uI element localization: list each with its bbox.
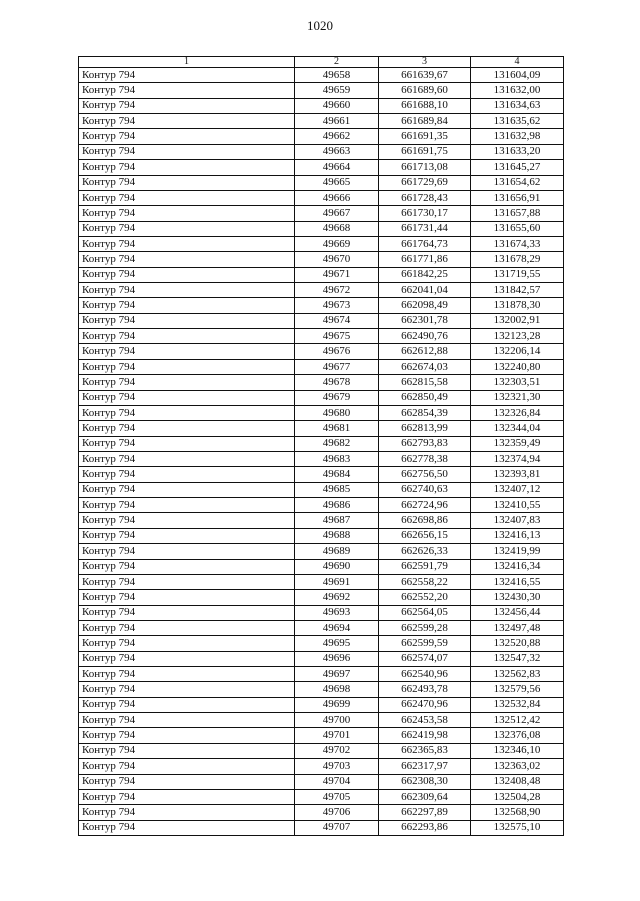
point-number-cell: 49685: [295, 482, 379, 497]
page-number: 1020: [307, 18, 333, 33]
point-number-cell: 49697: [295, 667, 379, 682]
contour-name-cell: Контур 794: [79, 375, 295, 390]
x-coordinate-cell: 662724,96: [379, 498, 471, 513]
table-row: [79, 298, 564, 313]
point-number-cell: 49665: [295, 175, 379, 190]
y-coordinate-cell: 132512,42: [471, 713, 564, 728]
point-number-cell: 49706: [295, 805, 379, 820]
point-number-cell: 49668: [295, 221, 379, 236]
point-number-cell: 49673: [295, 298, 379, 313]
contour-name-cell: Контур 794: [79, 313, 295, 328]
point-number-cell: 49675: [295, 329, 379, 344]
y-coordinate-cell: 132532,84: [471, 697, 564, 712]
x-coordinate-cell: 662564,05: [379, 605, 471, 620]
table-row: [79, 129, 564, 144]
y-coordinate-cell: 132430,30: [471, 590, 564, 605]
point-number-cell: 49694: [295, 620, 379, 635]
point-number-cell: 49666: [295, 190, 379, 205]
contour-name-cell: Контур 794: [79, 283, 295, 298]
y-coordinate-cell: 132547,32: [471, 651, 564, 666]
table-row: [79, 574, 564, 589]
contour-name-cell: Контур 794: [79, 513, 295, 528]
contour-name-cell: Контур 794: [79, 789, 295, 804]
y-coordinate-cell: 131657,88: [471, 206, 564, 221]
point-number-cell: 49682: [295, 436, 379, 451]
contour-name-cell: Контур 794: [79, 482, 295, 497]
y-coordinate-cell: 131656,91: [471, 190, 564, 205]
table-row: [79, 682, 564, 697]
contour-name-cell: Контур 794: [79, 436, 295, 451]
table-row: [79, 667, 564, 682]
x-coordinate-cell: 661689,84: [379, 114, 471, 129]
contour-name-cell: Контур 794: [79, 329, 295, 344]
contour-name-cell: Контур 794: [79, 728, 295, 743]
contour-name-cell: Контур 794: [79, 636, 295, 651]
point-number-cell: 49702: [295, 743, 379, 758]
point-number-cell: 49669: [295, 236, 379, 251]
contour-name-cell: Контур 794: [79, 405, 295, 420]
contour-name-cell: Контур 794: [79, 697, 295, 712]
y-coordinate-cell: 131634,63: [471, 98, 564, 113]
x-coordinate-cell: 662778,38: [379, 451, 471, 466]
point-number-cell: 49695: [295, 636, 379, 651]
table-row: [79, 774, 564, 789]
point-number-cell: 49699: [295, 697, 379, 712]
table-row: [79, 405, 564, 420]
y-coordinate-cell: 132240,80: [471, 359, 564, 374]
point-number-cell: 49664: [295, 160, 379, 175]
contour-name-cell: Контур 794: [79, 267, 295, 282]
y-coordinate-cell: 131633,20: [471, 144, 564, 159]
x-coordinate-cell: 662599,28: [379, 620, 471, 635]
table-row: [79, 83, 564, 98]
table-row: [79, 68, 564, 83]
contour-name-cell: Контур 794: [79, 805, 295, 820]
x-coordinate-cell: 662558,22: [379, 574, 471, 589]
point-number-cell: 49707: [295, 820, 379, 835]
y-coordinate-cell: 132359,49: [471, 436, 564, 451]
x-coordinate-cell: 662453,58: [379, 713, 471, 728]
contour-name-cell: Контур 794: [79, 359, 295, 374]
point-number-cell: 49701: [295, 728, 379, 743]
contour-name-cell: Контур 794: [79, 206, 295, 221]
x-coordinate-cell: 662612,88: [379, 344, 471, 359]
contour-name-cell: Контур 794: [79, 605, 295, 620]
contour-name-cell: Контур 794: [79, 713, 295, 728]
y-coordinate-cell: 131655,60: [471, 221, 564, 236]
table-row: [79, 805, 564, 820]
table-body: [79, 68, 564, 836]
point-number-cell: 49661: [295, 114, 379, 129]
y-coordinate-cell: 131678,29: [471, 252, 564, 267]
x-coordinate-cell: 661688,10: [379, 98, 471, 113]
point-number-cell: 49663: [295, 144, 379, 159]
table-row: [79, 605, 564, 620]
table-row: [79, 390, 564, 405]
contour-name-cell: Контур 794: [79, 98, 295, 113]
y-coordinate-cell: 132374,94: [471, 451, 564, 466]
point-number-cell: 49667: [295, 206, 379, 221]
table-row: [79, 482, 564, 497]
y-coordinate-cell: 132326,84: [471, 405, 564, 420]
x-coordinate-cell: 662552,20: [379, 590, 471, 605]
point-number-cell: 49672: [295, 283, 379, 298]
y-coordinate-cell: 132579,56: [471, 682, 564, 697]
y-coordinate-cell: 132123,28: [471, 329, 564, 344]
y-coordinate-cell: 132416,13: [471, 528, 564, 543]
table-row: [79, 313, 564, 328]
table-row: [79, 375, 564, 390]
x-coordinate-cell: 662850,49: [379, 390, 471, 405]
table-row: [79, 728, 564, 743]
contour-name-cell: Контур 794: [79, 774, 295, 789]
point-number-cell: 49687: [295, 513, 379, 528]
point-number-cell: 49700: [295, 713, 379, 728]
point-number-cell: 49676: [295, 344, 379, 359]
table-row: [79, 620, 564, 635]
y-coordinate-cell: 132206,14: [471, 344, 564, 359]
y-coordinate-cell: 132575,10: [471, 820, 564, 835]
x-coordinate-cell: 661842,25: [379, 267, 471, 282]
y-coordinate-cell: 132416,34: [471, 559, 564, 574]
point-number-cell: 49690: [295, 559, 379, 574]
contour-name-cell: Контур 794: [79, 390, 295, 405]
x-coordinate-cell: 662493,78: [379, 682, 471, 697]
y-coordinate-cell: 131719,55: [471, 267, 564, 282]
table-row: [79, 544, 564, 559]
y-coordinate-cell: 131674,33: [471, 236, 564, 251]
point-number-cell: 49678: [295, 375, 379, 390]
table-row: [79, 144, 564, 159]
table-row: [79, 436, 564, 451]
y-coordinate-cell: 132416,55: [471, 574, 564, 589]
y-coordinate-cell: 132410,55: [471, 498, 564, 513]
y-coordinate-cell: 132562,83: [471, 667, 564, 682]
table-row: [79, 697, 564, 712]
column-header-4: 4: [471, 57, 564, 68]
contour-name-cell: Контур 794: [79, 221, 295, 236]
point-number-cell: 49684: [295, 467, 379, 482]
point-number-cell: 49660: [295, 98, 379, 113]
point-number-cell: 49681: [295, 421, 379, 436]
table-row: [79, 636, 564, 651]
contour-name-cell: Контур 794: [79, 236, 295, 251]
x-coordinate-cell: 662793,83: [379, 436, 471, 451]
table-row: [79, 267, 564, 282]
y-coordinate-cell: 131632,00: [471, 83, 564, 98]
x-coordinate-cell: 661639,67: [379, 68, 471, 83]
x-coordinate-cell: 661713,08: [379, 160, 471, 175]
x-coordinate-cell: 662815,58: [379, 375, 471, 390]
y-coordinate-cell: 131878,30: [471, 298, 564, 313]
x-coordinate-cell: 662740,63: [379, 482, 471, 497]
table-row: [79, 160, 564, 175]
column-header-2: 2: [295, 57, 379, 68]
x-coordinate-cell: 661731,44: [379, 221, 471, 236]
column-header-1: 1: [79, 57, 295, 68]
table-row: [79, 283, 564, 298]
point-number-cell: 49671: [295, 267, 379, 282]
point-number-cell: 49703: [295, 759, 379, 774]
y-coordinate-cell: 132407,12: [471, 482, 564, 497]
point-number-cell: 49683: [295, 451, 379, 466]
point-number-cell: 49677: [295, 359, 379, 374]
table-row: [79, 221, 564, 236]
x-coordinate-cell: 662540,96: [379, 667, 471, 682]
contour-name-cell: Контур 794: [79, 467, 295, 482]
y-coordinate-cell: 132376,08: [471, 728, 564, 743]
table-row: [79, 114, 564, 129]
y-coordinate-cell: 131654,62: [471, 175, 564, 190]
point-number-cell: 49658: [295, 68, 379, 83]
contour-name-cell: Контур 794: [79, 651, 295, 666]
x-coordinate-cell: 662599,59: [379, 636, 471, 651]
x-coordinate-cell: 662470,96: [379, 697, 471, 712]
contour-name-cell: Контур 794: [79, 574, 295, 589]
table-header-row: [79, 57, 564, 68]
table-row: [79, 513, 564, 528]
point-number-cell: 49705: [295, 789, 379, 804]
coordinates-table: [78, 56, 564, 836]
point-number-cell: 49692: [295, 590, 379, 605]
x-coordinate-cell: 661728,43: [379, 190, 471, 205]
y-coordinate-cell: 132363,02: [471, 759, 564, 774]
x-coordinate-cell: 662656,15: [379, 528, 471, 543]
y-coordinate-cell: 131604,09: [471, 68, 564, 83]
point-number-cell: 49662: [295, 129, 379, 144]
x-coordinate-cell: 662301,78: [379, 313, 471, 328]
contour-name-cell: Контур 794: [79, 590, 295, 605]
contour-name-cell: Контур 794: [79, 667, 295, 682]
x-coordinate-cell: 662698,86: [379, 513, 471, 528]
contour-name-cell: Контур 794: [79, 559, 295, 574]
table-row: [79, 743, 564, 758]
table-row: [79, 713, 564, 728]
y-coordinate-cell: 132568,90: [471, 805, 564, 820]
point-number-cell: 49704: [295, 774, 379, 789]
y-coordinate-cell: 131645,27: [471, 160, 564, 175]
contour-name-cell: Контур 794: [79, 820, 295, 835]
point-number-cell: 49679: [295, 390, 379, 405]
y-coordinate-cell: 132408,48: [471, 774, 564, 789]
x-coordinate-cell: 662626,33: [379, 544, 471, 559]
table-row: [79, 252, 564, 267]
point-number-cell: 49688: [295, 528, 379, 543]
x-coordinate-cell: 661771,86: [379, 252, 471, 267]
y-coordinate-cell: 131632,98: [471, 129, 564, 144]
contour-name-cell: Контур 794: [79, 682, 295, 697]
point-number-cell: 49680: [295, 405, 379, 420]
contour-name-cell: Контур 794: [79, 344, 295, 359]
x-coordinate-cell: 662297,89: [379, 805, 471, 820]
point-number-cell: 49659: [295, 83, 379, 98]
x-coordinate-cell: 662490,76: [379, 329, 471, 344]
contour-name-cell: Контур 794: [79, 68, 295, 83]
contour-name-cell: Контур 794: [79, 743, 295, 758]
x-coordinate-cell: 662309,64: [379, 789, 471, 804]
table-row: [79, 236, 564, 251]
x-coordinate-cell: 662365,83: [379, 743, 471, 758]
x-coordinate-cell: 662854,39: [379, 405, 471, 420]
table-row: [79, 528, 564, 543]
x-coordinate-cell: 662041,04: [379, 283, 471, 298]
table-row: [79, 359, 564, 374]
contour-name-cell: Контур 794: [79, 498, 295, 513]
y-coordinate-cell: 132344,04: [471, 421, 564, 436]
contour-name-cell: Контур 794: [79, 298, 295, 313]
point-number-cell: 49674: [295, 313, 379, 328]
contour-name-cell: Контур 794: [79, 144, 295, 159]
y-coordinate-cell: 132346,10: [471, 743, 564, 758]
point-number-cell: 49698: [295, 682, 379, 697]
column-header-3: 3: [379, 57, 471, 68]
contour-name-cell: Контур 794: [79, 421, 295, 436]
point-number-cell: 49691: [295, 574, 379, 589]
y-coordinate-cell: 131842,57: [471, 283, 564, 298]
table-row: [79, 498, 564, 513]
point-number-cell: 49686: [295, 498, 379, 513]
table-row: [79, 344, 564, 359]
y-coordinate-cell: 132321,30: [471, 390, 564, 405]
contour-name-cell: Контур 794: [79, 451, 295, 466]
x-coordinate-cell: 662813,99: [379, 421, 471, 436]
table-row: [79, 421, 564, 436]
point-number-cell: 49670: [295, 252, 379, 267]
contour-name-cell: Контур 794: [79, 190, 295, 205]
y-coordinate-cell: 132002,91: [471, 313, 564, 328]
contour-name-cell: Контур 794: [79, 83, 295, 98]
contour-name-cell: Контур 794: [79, 160, 295, 175]
x-coordinate-cell: 662293,86: [379, 820, 471, 835]
contour-name-cell: Контур 794: [79, 528, 295, 543]
table-row: [79, 451, 564, 466]
table-row: [79, 206, 564, 221]
y-coordinate-cell: 132497,48: [471, 620, 564, 635]
table-row: [79, 651, 564, 666]
contour-name-cell: Контур 794: [79, 114, 295, 129]
table-row: [79, 559, 564, 574]
x-coordinate-cell: 662574,07: [379, 651, 471, 666]
y-coordinate-cell: 132504,28: [471, 789, 564, 804]
table-row: [79, 190, 564, 205]
table-row: [79, 590, 564, 605]
table-row: [79, 759, 564, 774]
point-number-cell: 49689: [295, 544, 379, 559]
y-coordinate-cell: 132303,51: [471, 375, 564, 390]
x-coordinate-cell: 661689,60: [379, 83, 471, 98]
contour-name-cell: Контур 794: [79, 759, 295, 774]
x-coordinate-cell: 661764,73: [379, 236, 471, 251]
y-coordinate-cell: 132419,99: [471, 544, 564, 559]
table-row: [79, 98, 564, 113]
contour-name-cell: Контур 794: [79, 129, 295, 144]
x-coordinate-cell: 662591,79: [379, 559, 471, 574]
x-coordinate-cell: 662756,50: [379, 467, 471, 482]
table-row: [79, 329, 564, 344]
y-coordinate-cell: 132393,81: [471, 467, 564, 482]
y-coordinate-cell: 132520,88: [471, 636, 564, 651]
point-number-cell: 49696: [295, 651, 379, 666]
contour-name-cell: Контур 794: [79, 620, 295, 635]
table-row: [79, 820, 564, 835]
x-coordinate-cell: 662317,97: [379, 759, 471, 774]
x-coordinate-cell: 661729,69: [379, 175, 471, 190]
x-coordinate-cell: 662308,30: [379, 774, 471, 789]
y-coordinate-cell: 132407,83: [471, 513, 564, 528]
contour-name-cell: Контур 794: [79, 544, 295, 559]
x-coordinate-cell: 661691,35: [379, 129, 471, 144]
table-row: [79, 789, 564, 804]
x-coordinate-cell: 661730,17: [379, 206, 471, 221]
contour-name-cell: Контур 794: [79, 175, 295, 190]
x-coordinate-cell: 662674,03: [379, 359, 471, 374]
contour-name-cell: Контур 794: [79, 252, 295, 267]
table-row: [79, 467, 564, 482]
x-coordinate-cell: 661691,75: [379, 144, 471, 159]
y-coordinate-cell: 132456,44: [471, 605, 564, 620]
x-coordinate-cell: 662098,49: [379, 298, 471, 313]
point-number-cell: 49693: [295, 605, 379, 620]
y-coordinate-cell: 131635,62: [471, 114, 564, 129]
x-coordinate-cell: 662419,98: [379, 728, 471, 743]
table-row: [79, 175, 564, 190]
